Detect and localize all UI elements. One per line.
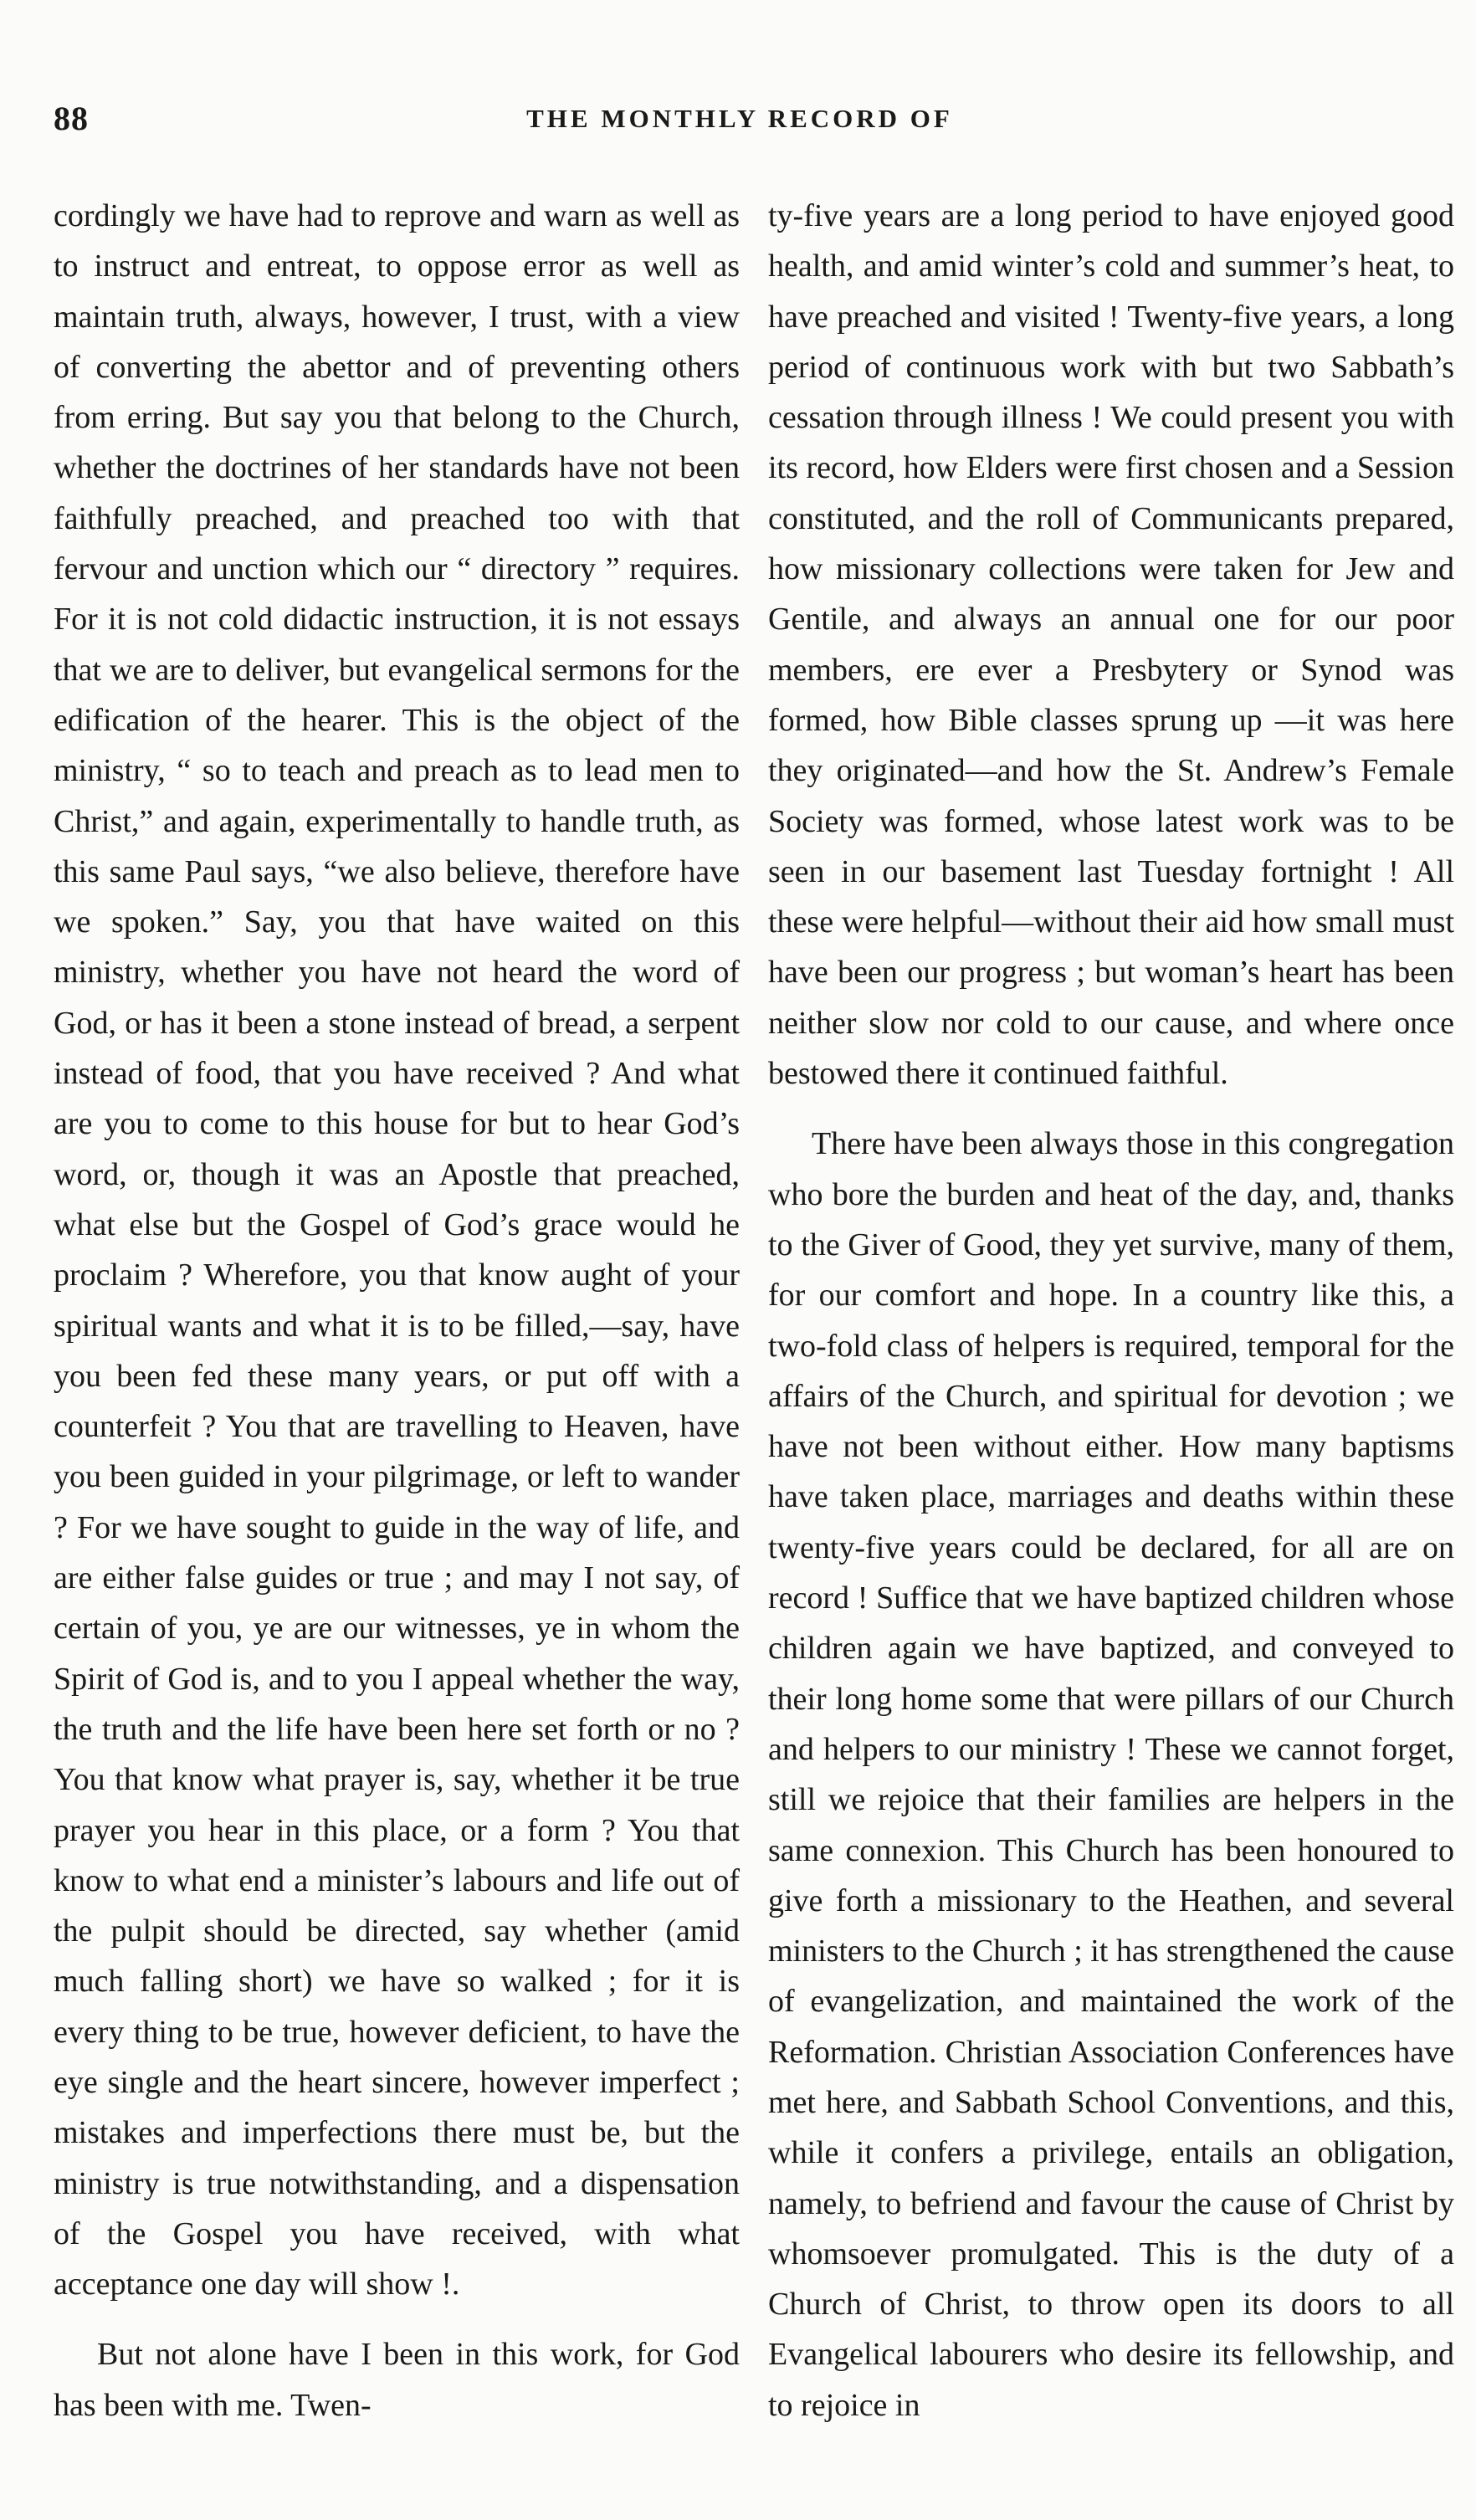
right-column — [768, 191, 1454, 2492]
running-head: THE MONTHLY RECORD OF — [526, 104, 953, 133]
page-number: 88 — [54, 100, 89, 137]
page-header — [54, 99, 1426, 149]
paragraph: There have been always those in this congregation who bore the burden and heat of the day, and, thanks to the Giver of Good, they yet survive, many of them, for our comfort and hope. In a country like this, a two-fold class of helpers is required, temporal for the affairs of the Church, and spiritual for devotion ; we have not been without either. How many baptisms have taken place, marriages and deaths within these twenty-five years could be declared, for all are on record ! Suffice that we have baptized children whose children again we have baptized, and conveyed to their long home some that were pillars of our Church and helpers to our ministry ! These we cannot forget, still we rejoice that their families are helpers in the same connexion. This Church has been honoured to give forth a missionary to the Heathen, and several ministers to the Church ; it has strengthened the cause of evangelization, and maintained the work of the Reformation. Christian Association Conferences have met here, and Sabbath School Conventions, and this, while it confers a privilege, entails an obligation, namely, to befriend and favour the cause of Christ by whomsoever promulgated. This is the duty of a Church of Christ, to throw open its doors to all Evangelical labourers who desire its fellowship, and to rejoice in — [768, 1126, 1454, 2423]
paragraph: cordingly we have had to reprove and warn as well as to instruct and entreat, to oppose error as well as maintain truth, always, however, I trust, with a view of converting the abettor and of preventing others from erring. But say you that belong to the Church, whether the doctrines of her standards have not been faithfully preached, and preached too with that fervour and unction which our “ directory ” requires. For it is not cold didactic instruction, it is not essays that we are to deliver, but evangelical sermons for the edification of the hearer. This is the object of the ministry, “ so to teach and preach as to lead men to Christ,” and again, experimentally to handle truth, as this same Paul says, “we also believe, therefore have we spoken.” Say, you that have waited on this ministry, whether you have not heard the word of God, or has it been a stone instead of bread, a serpent instead of food, that you have received ? And what are you to come to this house for but to hear God’s word, or, though it was an Apostle that preached, what else but the Gospel of God’s grace would he proclaim ? Wherefore, you that know aught of your spiritual wants and what it is to be filled,—say, have you been fed these many years, or put off with a counterfeit ? You that are travelling to Heaven, have you been guided in your pilgrimage, or left to wander ? For we have sought to guide in the way of life, and are either false guides or true ; and may I not say, of certain of you, ye are our witnesses, ye in whom the Spirit of God is, and to you I appeal whether the way, the truth and the life have been here set forth or no ? You that know what prayer is, say, whether it be true prayer you hear in this place, or a form ? You that know to what end a minister’s labours and life out of the pulpit should be directed, say whether (amid much falling short) we have so walked ; for it is every thing to be true, however deficient, to have the eye single and the heart sincere, however imperfect ; mistakes and imperfections there must be, but the ministry is true notwithstanding, and a dispensation of the Gospel you have received, with what acceptance one day will show !. — [54, 198, 740, 2302]
paragraph: ty-five years are a long period to have enjoyed good health, and amid winter’s cold and summer’s heat, to have preached and visited ! Twenty-five years, a long period of continuous work with but two Sabbath’s cessation through illness ! We could present you with its record, how Elders were first chosen and a Session constituted, and the roll of Communicants prepared, how missionary collections were taken for Jew and Gentile, and always an annual one for our poor members, ere ever a Presbytery or Synod was formed, how Bible classes sprung up —it was here they originated—and how the St. Andrew’s Female Society was formed, whose latest work was to be seen in our basement last Tuesday fortnight ! All these were helpful—without their aid how small must have been our progress ; but woman’s heart has been neither slow nor cold to our cause, and where once bestowed there it continued faithful. — [768, 198, 1454, 1092]
paragraph: But not alone have I been in this work, for God has been with me. Twen- — [54, 2337, 740, 2423]
left-column — [54, 191, 740, 2492]
